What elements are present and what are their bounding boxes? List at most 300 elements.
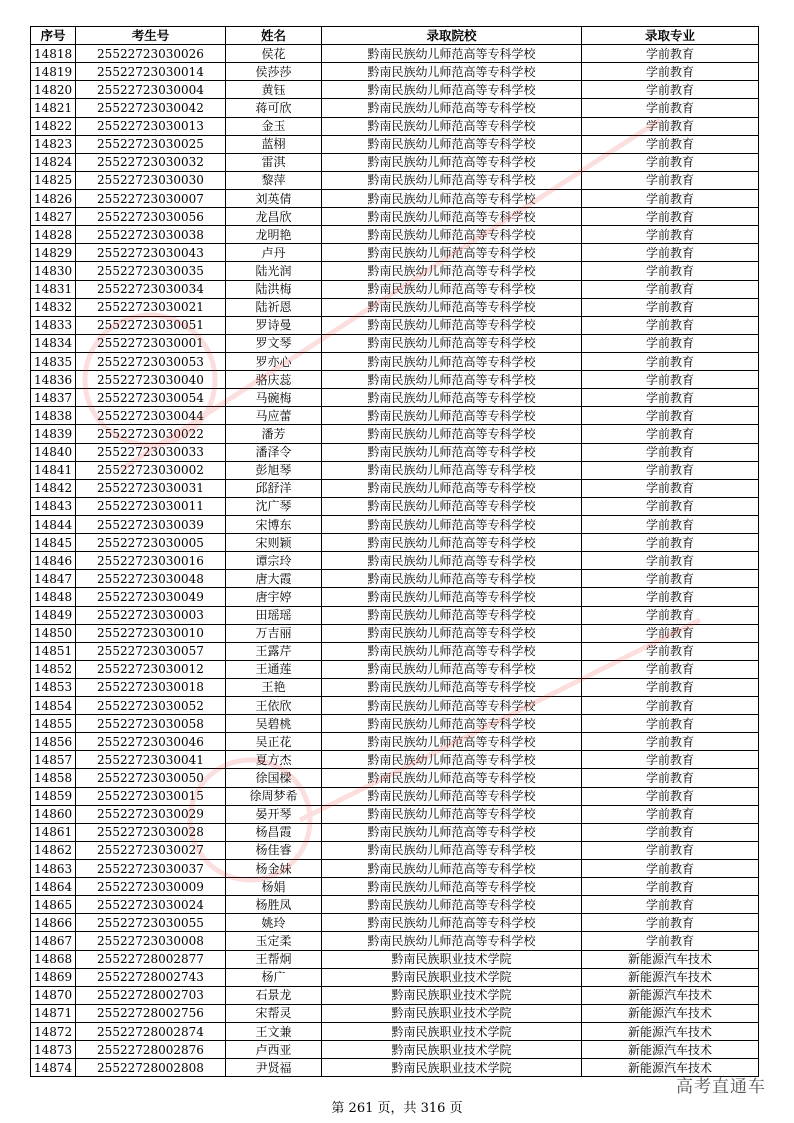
exam-id-cell: 25522723030058 <box>76 715 226 733</box>
school-cell: 黔南民族幼儿师范高等专科学校 <box>322 878 582 896</box>
major-cell: 学前教育 <box>582 208 759 226</box>
school-cell: 黔南民族幼儿师范高等专科学校 <box>322 534 582 552</box>
student-name-cell: 马应蕾 <box>226 407 322 425</box>
exam-id-cell: 25522723030048 <box>76 570 226 588</box>
exam-id-cell: 25522723030039 <box>76 515 226 533</box>
exam-id-cell: 25522723030053 <box>76 352 226 370</box>
serial-cell: 14852 <box>31 660 76 678</box>
serial-cell: 14827 <box>31 208 76 226</box>
serial-cell: 14861 <box>31 823 76 841</box>
table-row <box>31 371 759 389</box>
major-cell: 学前教育 <box>582 352 759 370</box>
school-cell: 黔南民族幼儿师范高等专科学校 <box>322 497 582 515</box>
exam-id-cell: 25522728002703 <box>76 986 226 1004</box>
exam-id-cell: 25522723030003 <box>76 606 226 624</box>
school-cell: 黔南民族幼儿师范高等专科学校 <box>322 189 582 207</box>
student-name-cell: 王依欣 <box>226 697 322 715</box>
table-row <box>31 534 759 552</box>
major-cell: 学前教育 <box>582 787 759 805</box>
school-cell: 黔南民族幼儿师范高等专科学校 <box>322 697 582 715</box>
student-name-cell: 杨胜凤 <box>226 896 322 914</box>
exam-id-cell: 25522723030052 <box>76 697 226 715</box>
serial-cell: 14838 <box>31 407 76 425</box>
exam-id-cell: 25522723030030 <box>76 171 226 189</box>
serial-cell: 14836 <box>31 371 76 389</box>
serial-cell: 14851 <box>31 642 76 660</box>
exam-id-cell: 25522723030018 <box>76 678 226 696</box>
major-cell: 学前教育 <box>582 99 759 117</box>
exam-id-cell: 25522723030026 <box>76 45 226 63</box>
table-row <box>31 1004 759 1022</box>
exam-id-cell: 25522723030037 <box>76 860 226 878</box>
major-cell: 学前教育 <box>582 606 759 624</box>
student-name-cell: 宋帮灵 <box>226 1004 322 1022</box>
table-body <box>31 45 759 1077</box>
school-cell: 黔南民族职业技术学院 <box>322 1023 582 1041</box>
major-cell: 学前教育 <box>582 244 759 262</box>
table-row <box>31 678 759 696</box>
serial-cell: 14869 <box>31 968 76 986</box>
table-header-row <box>31 27 759 45</box>
table-row <box>31 642 759 660</box>
serial-cell: 14850 <box>31 624 76 642</box>
exam-id-cell: 25522723030011 <box>76 497 226 515</box>
school-cell: 黔南民族幼儿师范高等专科学校 <box>322 552 582 570</box>
table-row <box>31 769 759 787</box>
serial-cell: 14819 <box>31 63 76 81</box>
exam-id-cell: 25522723030033 <box>76 443 226 461</box>
table-row <box>31 226 759 244</box>
major-cell: 新能源汽车技术 <box>582 950 759 968</box>
serial-cell: 14831 <box>31 280 76 298</box>
page-footer: 第 261 页，共 316 页 <box>331 1101 463 1116</box>
student-name-cell: 罗亦心 <box>226 352 322 370</box>
serial-cell: 14821 <box>31 99 76 117</box>
exam-id-cell: 25522723030035 <box>76 262 226 280</box>
major-cell: 学前教育 <box>582 171 759 189</box>
serial-cell: 14853 <box>31 678 76 696</box>
serial-cell: 14830 <box>31 262 76 280</box>
table-row <box>31 479 759 497</box>
exam-id-cell: 25522723030040 <box>76 371 226 389</box>
student-name-cell: 蓝栩 <box>226 135 322 153</box>
serial-cell: 14828 <box>31 226 76 244</box>
student-name-cell: 王露芹 <box>226 642 322 660</box>
serial-cell: 14822 <box>31 117 76 135</box>
table-row <box>31 552 759 570</box>
serial-cell: 14820 <box>31 81 76 99</box>
serial-cell: 14826 <box>31 189 76 207</box>
major-cell: 学前教育 <box>582 570 759 588</box>
exam-id-cell: 25522723030041 <box>76 751 226 769</box>
major-cell: 学前教育 <box>582 515 759 533</box>
major-cell: 学前教育 <box>582 860 759 878</box>
major-cell: 学前教育 <box>582 878 759 896</box>
school-cell: 黔南民族职业技术学院 <box>322 986 582 1004</box>
major-cell: 新能源汽车技术 <box>582 1004 759 1022</box>
serial-cell: 14859 <box>31 787 76 805</box>
major-cell: 学前教育 <box>582 534 759 552</box>
student-name-cell: 宋博东 <box>226 515 322 533</box>
exam-id-cell: 25522723030055 <box>76 914 226 932</box>
table-row <box>31 588 759 606</box>
table-row <box>31 787 759 805</box>
student-name-cell: 宋则颖 <box>226 534 322 552</box>
school-cell: 黔南民族幼儿师范高等专科学校 <box>322 135 582 153</box>
school-cell: 黔南民族幼儿师范高等专科学校 <box>322 805 582 823</box>
student-name-cell: 马碗梅 <box>226 389 322 407</box>
major-cell: 学前教育 <box>582 389 759 407</box>
school-cell: 黔南民族幼儿师范高等专科学校 <box>322 352 582 370</box>
school-cell: 黔南民族幼儿师范高等专科学校 <box>322 479 582 497</box>
major-cell: 学前教育 <box>582 479 759 497</box>
table-row <box>31 805 759 823</box>
student-name-cell: 卢西亚 <box>226 1041 322 1059</box>
student-name-cell: 徐国樑 <box>226 769 322 787</box>
header-exam-id: 考生号 <box>76 27 226 45</box>
major-cell: 学前教育 <box>582 733 759 751</box>
major-cell: 学前教育 <box>582 624 759 642</box>
student-name-cell: 骆庆蕊 <box>226 371 322 389</box>
student-name-cell: 龙明艳 <box>226 226 322 244</box>
school-cell: 黔南民族幼儿师范高等专科学校 <box>322 896 582 914</box>
school-cell: 黔南民族幼儿师范高等专科学校 <box>322 371 582 389</box>
major-cell: 学前教育 <box>582 751 759 769</box>
school-cell: 黔南民族幼儿师范高等专科学校 <box>322 624 582 642</box>
school-cell: 黔南民族幼儿师范高等专科学校 <box>322 841 582 859</box>
student-name-cell: 侯花 <box>226 45 322 63</box>
serial-cell: 14823 <box>31 135 76 153</box>
major-cell: 学前教育 <box>582 45 759 63</box>
table-row <box>31 733 759 751</box>
school-cell: 黔南民族幼儿师范高等专科学校 <box>322 280 582 298</box>
serial-cell: 14832 <box>31 298 76 316</box>
student-name-cell: 潘芳 <box>226 425 322 443</box>
student-name-cell: 雷淇 <box>226 153 322 171</box>
serial-cell: 14837 <box>31 389 76 407</box>
student-name-cell: 姚玲 <box>226 914 322 932</box>
major-cell: 学前教育 <box>582 425 759 443</box>
exam-id-cell: 25522723030029 <box>76 805 226 823</box>
table-row <box>31 171 759 189</box>
student-name-cell: 刘英倩 <box>226 189 322 207</box>
serial-cell: 14873 <box>31 1041 76 1059</box>
school-cell: 黔南民族幼儿师范高等专科学校 <box>322 407 582 425</box>
serial-cell: 14862 <box>31 841 76 859</box>
student-name-cell: 玉定柔 <box>226 932 322 950</box>
exam-id-cell: 25522723030044 <box>76 407 226 425</box>
student-name-cell: 罗文琴 <box>226 334 322 352</box>
school-cell: 黔南民族幼儿师范高等专科学校 <box>322 244 582 262</box>
school-cell: 黔南民族职业技术学院 <box>322 968 582 986</box>
major-cell: 学前教育 <box>582 407 759 425</box>
exam-id-cell: 25522723030046 <box>76 733 226 751</box>
serial-cell: 14854 <box>31 697 76 715</box>
school-cell: 黔南民族幼儿师范高等专科学校 <box>322 787 582 805</box>
major-cell: 学前教育 <box>582 497 759 515</box>
major-cell: 学前教育 <box>582 896 759 914</box>
serial-cell: 14842 <box>31 479 76 497</box>
major-cell: 新能源汽车技术 <box>582 1023 759 1041</box>
school-cell: 黔南民族幼儿师范高等专科学校 <box>322 262 582 280</box>
major-cell: 学前教育 <box>582 135 759 153</box>
table-row <box>31 63 759 81</box>
table-row <box>31 153 759 171</box>
table-row <box>31 262 759 280</box>
school-cell: 黔南民族幼儿师范高等专科学校 <box>322 733 582 751</box>
exam-id-cell: 25522728002743 <box>76 968 226 986</box>
school-cell: 黔南民族幼儿师范高等专科学校 <box>322 932 582 950</box>
exam-id-cell: 25522723030043 <box>76 244 226 262</box>
student-name-cell: 陆祈恩 <box>226 298 322 316</box>
student-name-cell: 王文兼 <box>226 1023 322 1041</box>
exam-id-cell: 25522723030016 <box>76 552 226 570</box>
exam-id-cell: 25522723030022 <box>76 425 226 443</box>
major-cell: 新能源汽车技术 <box>582 1041 759 1059</box>
major-cell: 学前教育 <box>582 715 759 733</box>
school-cell: 黔南民族幼儿师范高等专科学校 <box>322 823 582 841</box>
student-name-cell: 万吉丽 <box>226 624 322 642</box>
table-row <box>31 298 759 316</box>
major-cell: 学前教育 <box>582 153 759 171</box>
serial-cell: 14856 <box>31 733 76 751</box>
table-row <box>31 316 759 334</box>
student-name-cell: 田瑶瑶 <box>226 606 322 624</box>
major-cell: 学前教育 <box>582 262 759 280</box>
serial-cell: 14829 <box>31 244 76 262</box>
school-cell: 黔南民族幼儿师范高等专科学校 <box>322 588 582 606</box>
student-name-cell: 唐宇婷 <box>226 588 322 606</box>
student-name-cell: 谭宗玲 <box>226 552 322 570</box>
student-name-cell: 杨昌霞 <box>226 823 322 841</box>
exam-id-cell: 25522723030012 <box>76 660 226 678</box>
student-name-cell: 彭旭琴 <box>226 461 322 479</box>
serial-cell: 14868 <box>31 950 76 968</box>
major-cell: 新能源汽车技术 <box>582 986 759 1004</box>
serial-cell: 14825 <box>31 171 76 189</box>
table-row <box>31 443 759 461</box>
school-cell: 黔南民族幼儿师范高等专科学校 <box>322 914 582 932</box>
exam-id-cell: 25522723030010 <box>76 624 226 642</box>
school-cell: 黔南民族幼儿师范高等专科学校 <box>322 751 582 769</box>
table-row <box>31 914 759 932</box>
major-cell: 新能源汽车技术 <box>582 968 759 986</box>
header-name: 姓名 <box>226 27 322 45</box>
exam-id-cell: 25522723030049 <box>76 588 226 606</box>
major-cell: 学前教育 <box>582 298 759 316</box>
table-row <box>31 497 759 515</box>
exam-id-cell: 25522723030027 <box>76 841 226 859</box>
school-cell: 黔南民族幼儿师范高等专科学校 <box>322 769 582 787</box>
table-row <box>31 135 759 153</box>
school-cell: 黔南民族幼儿师范高等专科学校 <box>322 334 582 352</box>
school-cell: 黔南民族幼儿师范高等专科学校 <box>322 316 582 334</box>
school-cell: 黔南民族幼儿师范高等专科学校 <box>322 642 582 660</box>
brand-watermark: 高考直通车 <box>676 1077 766 1097</box>
serial-cell: 14848 <box>31 588 76 606</box>
major-cell: 学前教育 <box>582 932 759 950</box>
exam-id-cell: 25522723030028 <box>76 823 226 841</box>
exam-id-cell: 25522723030025 <box>76 135 226 153</box>
serial-cell: 14858 <box>31 769 76 787</box>
school-cell: 黔南民族幼儿师范高等专科学校 <box>322 298 582 316</box>
student-name-cell: 杨佳睿 <box>226 841 322 859</box>
table-row <box>31 950 759 968</box>
student-name-cell: 蒋可欣 <box>226 99 322 117</box>
serial-cell: 14860 <box>31 805 76 823</box>
major-cell: 学前教育 <box>582 81 759 99</box>
exam-id-cell: 25522723030042 <box>76 99 226 117</box>
student-name-cell: 尹贤福 <box>226 1059 322 1077</box>
student-name-cell: 黄钰 <box>226 81 322 99</box>
exam-id-cell: 25522728002874 <box>76 1023 226 1041</box>
major-cell: 学前教育 <box>582 588 759 606</box>
table-row <box>31 860 759 878</box>
student-name-cell: 杨广 <box>226 968 322 986</box>
serial-cell: 14864 <box>31 878 76 896</box>
table-row <box>31 352 759 370</box>
table-row <box>31 570 759 588</box>
major-cell: 学前教育 <box>582 678 759 696</box>
table-row <box>31 334 759 352</box>
exam-id-cell: 25522723030004 <box>76 81 226 99</box>
student-name-cell: 陆光润 <box>226 262 322 280</box>
major-cell: 学前教育 <box>582 316 759 334</box>
school-cell: 黔南民族幼儿师范高等专科学校 <box>322 389 582 407</box>
student-name-cell: 邱舒洋 <box>226 479 322 497</box>
exam-id-cell: 25522723030002 <box>76 461 226 479</box>
exam-id-cell: 25522723030057 <box>76 642 226 660</box>
school-cell: 黔南民族幼儿师范高等专科学校 <box>322 461 582 479</box>
student-name-cell: 侯莎莎 <box>226 63 322 81</box>
major-cell: 学前教育 <box>582 189 759 207</box>
table-row <box>31 715 759 733</box>
student-name-cell: 沈广琴 <box>226 497 322 515</box>
major-cell: 学前教育 <box>582 226 759 244</box>
exam-id-cell: 25522723030013 <box>76 117 226 135</box>
exam-id-cell: 25522723030051 <box>76 316 226 334</box>
serial-cell: 14870 <box>31 986 76 1004</box>
student-name-cell: 杨金妹 <box>226 860 322 878</box>
table-row <box>31 751 759 769</box>
serial-cell: 14874 <box>31 1059 76 1077</box>
student-name-cell: 夏方杰 <box>226 751 322 769</box>
student-name-cell: 陆洪梅 <box>226 280 322 298</box>
major-cell: 学前教育 <box>582 823 759 841</box>
serial-cell: 14841 <box>31 461 76 479</box>
serial-cell: 14865 <box>31 896 76 914</box>
table-row <box>31 932 759 950</box>
school-cell: 黔南民族幼儿师范高等专科学校 <box>322 425 582 443</box>
major-cell: 学前教育 <box>582 841 759 859</box>
student-name-cell: 王帮炯 <box>226 950 322 968</box>
student-name-cell: 王艳 <box>226 678 322 696</box>
school-cell: 黔南民族职业技术学院 <box>322 1041 582 1059</box>
student-name-cell: 晏开琴 <box>226 805 322 823</box>
serial-cell: 14824 <box>31 153 76 171</box>
table-row <box>31 208 759 226</box>
major-cell: 学前教育 <box>582 443 759 461</box>
exam-id-cell: 25522723030005 <box>76 534 226 552</box>
school-cell: 黔南民族幼儿师范高等专科学校 <box>322 860 582 878</box>
table-row <box>31 841 759 859</box>
serial-cell: 14845 <box>31 534 76 552</box>
exam-id-cell: 25522723030034 <box>76 280 226 298</box>
serial-cell: 14847 <box>31 570 76 588</box>
exam-id-cell: 25522728002877 <box>76 950 226 968</box>
school-cell: 黔南民族幼儿师范高等专科学校 <box>322 226 582 244</box>
table-row <box>31 244 759 262</box>
school-cell: 黔南民族幼儿师范高等专科学校 <box>322 171 582 189</box>
serial-cell: 14839 <box>31 425 76 443</box>
major-cell: 学前教育 <box>582 461 759 479</box>
student-name-cell: 卢丹 <box>226 244 322 262</box>
school-cell: 黔南民族幼儿师范高等专科学校 <box>322 660 582 678</box>
school-cell: 黔南民族幼儿师范高等专科学校 <box>322 99 582 117</box>
exam-id-cell: 25522723030021 <box>76 298 226 316</box>
major-cell: 学前教育 <box>582 769 759 787</box>
student-name-cell: 杨娟 <box>226 878 322 896</box>
major-cell: 学前教育 <box>582 552 759 570</box>
major-cell: 新能源汽车技术 <box>582 1059 759 1077</box>
table-row <box>31 606 759 624</box>
exam-id-cell: 25522723030032 <box>76 153 226 171</box>
table-row <box>31 280 759 298</box>
exam-id-cell: 25522723030001 <box>76 334 226 352</box>
major-cell: 学前教育 <box>582 914 759 932</box>
student-name-cell: 金玉 <box>226 117 322 135</box>
table-row <box>31 99 759 117</box>
table-row <box>31 407 759 425</box>
school-cell: 黔南民族幼儿师范高等专科学校 <box>322 63 582 81</box>
serial-cell: 14863 <box>31 860 76 878</box>
table-row <box>31 878 759 896</box>
exam-id-cell: 25522723030008 <box>76 932 226 950</box>
table-row <box>31 45 759 63</box>
exam-id-cell: 25522723030024 <box>76 896 226 914</box>
admission-table <box>30 26 759 1077</box>
exam-id-cell: 25522728002808 <box>76 1059 226 1077</box>
table-row <box>31 117 759 135</box>
student-name-cell: 黎萍 <box>226 171 322 189</box>
serial-cell: 14835 <box>31 352 76 370</box>
major-cell: 学前教育 <box>582 371 759 389</box>
serial-cell: 14849 <box>31 606 76 624</box>
school-cell: 黔南民族幼儿师范高等专科学校 <box>322 570 582 588</box>
school-cell: 黔南民族幼儿师范高等专科学校 <box>322 117 582 135</box>
student-name-cell: 徐周梦希 <box>226 787 322 805</box>
serial-cell: 14843 <box>31 497 76 515</box>
student-name-cell: 潘泽令 <box>226 443 322 461</box>
major-cell: 学前教育 <box>582 642 759 660</box>
exam-id-cell: 25522728002876 <box>76 1041 226 1059</box>
school-cell: 黔南民族幼儿师范高等专科学校 <box>322 678 582 696</box>
table-row <box>31 968 759 986</box>
serial-cell: 14857 <box>31 751 76 769</box>
header-major: 录取专业 <box>582 27 759 45</box>
school-cell: 黔南民族幼儿师范高等专科学校 <box>322 515 582 533</box>
table-row <box>31 1041 759 1059</box>
major-cell: 学前教育 <box>582 63 759 81</box>
table-row <box>31 660 759 678</box>
header-school: 录取院校 <box>322 27 582 45</box>
exam-id-cell: 25522723030015 <box>76 787 226 805</box>
serial-cell: 14872 <box>31 1023 76 1041</box>
exam-id-cell: 25522723030054 <box>76 389 226 407</box>
table-row <box>31 986 759 1004</box>
major-cell: 学前教育 <box>582 280 759 298</box>
exam-id-cell: 25522723030050 <box>76 769 226 787</box>
